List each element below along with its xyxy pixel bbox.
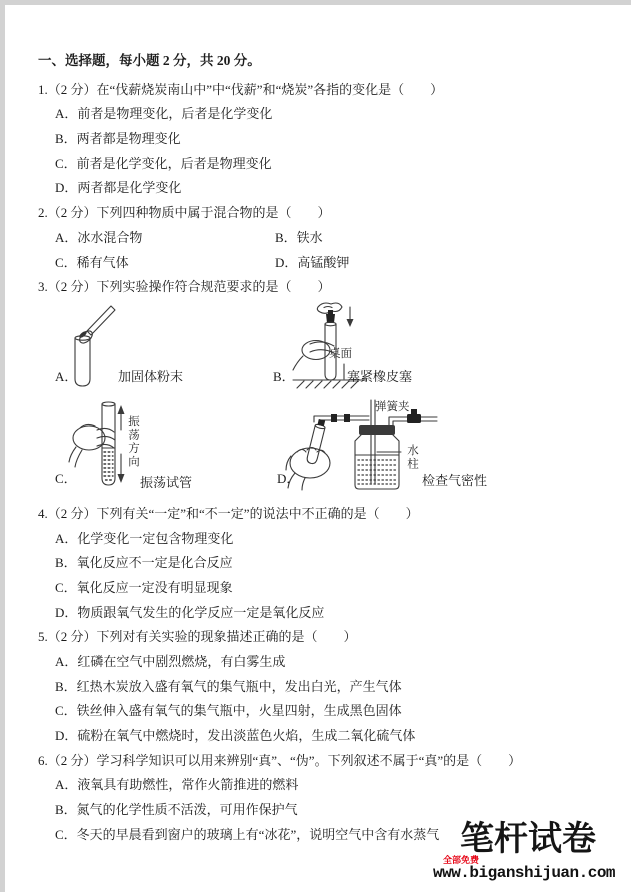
figure-b-label: 塞紧橡皮塞 — [347, 368, 413, 384]
question-1-option-c: C．前者是化学变化，后者是物理变化 — [55, 155, 272, 171]
question-5-stem: 5.（2 分）下列对有关实验的现象描述正确的是（ ） — [38, 629, 357, 645]
question-3-figure-row-2 — [38, 398, 603, 502]
figure-d-water-column-annotation: 水柱 — [406, 443, 418, 471]
figure-a-label: 加固体粉末 — [118, 368, 184, 384]
question-2-option-b: B．铁水 — [275, 229, 323, 245]
question-2-stem: 2.（2 分）下列四种物质中属于混合物的是（ ） — [38, 205, 331, 221]
question-1-option-a: A．前者是物理变化，后者是化学变化 — [55, 106, 273, 122]
question-6-option-c: C．冬天的早晨看到窗户的玻璃上有“冰花”，说明空气中含有水蒸气 — [55, 826, 440, 842]
question-6-stem: 6.（2 分）学习科学知识可以用来辨别“真”、“伪”。下列叙述不属于“真”的是（ ） — [38, 752, 522, 768]
figure-b-table-annotation: 桌面 — [329, 347, 352, 360]
question-1-stem: 1.（2 分）在“伐薪烧炭南山中”中“伐薪”和“烧炭”各指的变化是（ ） — [38, 81, 444, 97]
test-tube-drawing — [102, 402, 115, 485]
question-2-option-d: D．高锰酸钾 — [275, 254, 350, 270]
question-3-figure-row-1 — [38, 300, 603, 398]
watermark — [433, 818, 631, 890]
question-6-option-b: B．氮气的化学性质不活泼，可用作保护气 — [55, 802, 298, 818]
shake-test-tube-drawing — [68, 400, 134, 492]
rubber-stopper-drawing — [326, 310, 335, 323]
figure-d-label: 检查气密性 — [422, 472, 488, 488]
question-4-stem: 4.（2 分）下列有关“一定”和“不一定”的说法中不正确的是（ ） — [38, 505, 419, 521]
question-5-option-b: B．红热木炭放入盛有氧气的集气瓶中，发出白光，产生气体 — [55, 678, 402, 694]
up-arrow-icon — [118, 405, 125, 430]
spatula-drawing — [77, 306, 115, 345]
question-3-stem: 3.（2 分）下列实验操作符合规范要求的是（ ） — [38, 279, 331, 295]
question-1-option-b: B．两者都是物理变化 — [55, 131, 181, 147]
figure-d-clamp-annotation: 弹簧夹 — [375, 400, 410, 413]
watermark-free-badge: 全部免费 — [443, 855, 480, 865]
question-6-option-a: A．液氧具有助燃性，常作火箭推进的燃料 — [55, 777, 299, 793]
figure-c-caption: C． — [55, 470, 77, 486]
question-5-option-c: C．铁丝伸入盛有氧气的集气瓶中，火星四射，生成黑色固体 — [55, 703, 402, 719]
figure-d-caption: D． — [277, 470, 300, 486]
question-4-option-d: D．物质跟氧气发生的化学反应一定是氧化反应 — [55, 604, 325, 620]
section-title: 一、选择题，每小题 2 分，共 20 分。 — [38, 53, 261, 68]
down-arrow-icon — [347, 307, 354, 327]
question-2-options-row-2 — [38, 251, 603, 276]
question-4-option-c: C．氧化反应一定没有明显现象 — [55, 579, 233, 595]
question-2-option-c: C．稀有气体 — [55, 254, 129, 270]
question-4-option-a: A．化学变化一定包含物理变化 — [55, 530, 234, 546]
document-page — [5, 5, 631, 892]
exam-content — [38, 49, 603, 848]
figure-b-caption: B． — [273, 368, 295, 384]
question-1-option-d: D．两者都是化学变化 — [55, 180, 182, 196]
question-5-option-d: D．硫粉在氧气中燃烧时，发出淡蓝色火焰，生成二氧化硫气体 — [55, 728, 416, 744]
down-arrow-icon — [118, 454, 125, 483]
held-test-tube-drawing — [306, 418, 327, 464]
watermark-brand: 笔杆试卷 — [460, 820, 596, 858]
question-4-option-b: B．氧化反应不一定是化合反应 — [55, 555, 233, 571]
gas-bottle-drawing — [355, 425, 399, 489]
question-2-options-row-1 — [38, 226, 603, 251]
question-2-option-a: A．冰水混合物 — [55, 229, 143, 245]
figure-c-label: 振荡试管 — [140, 474, 193, 490]
watermark-url: www.biganshijuan.com — [433, 864, 616, 882]
figure-a-caption: A． — [55, 368, 78, 384]
figure-c-direction-annotation: 振荡方向 — [127, 414, 139, 469]
question-5-option-a: A．红磷在空气中剧烈燃烧，有白雾生成 — [55, 654, 286, 669]
hand-grip-drawing — [293, 340, 334, 370]
